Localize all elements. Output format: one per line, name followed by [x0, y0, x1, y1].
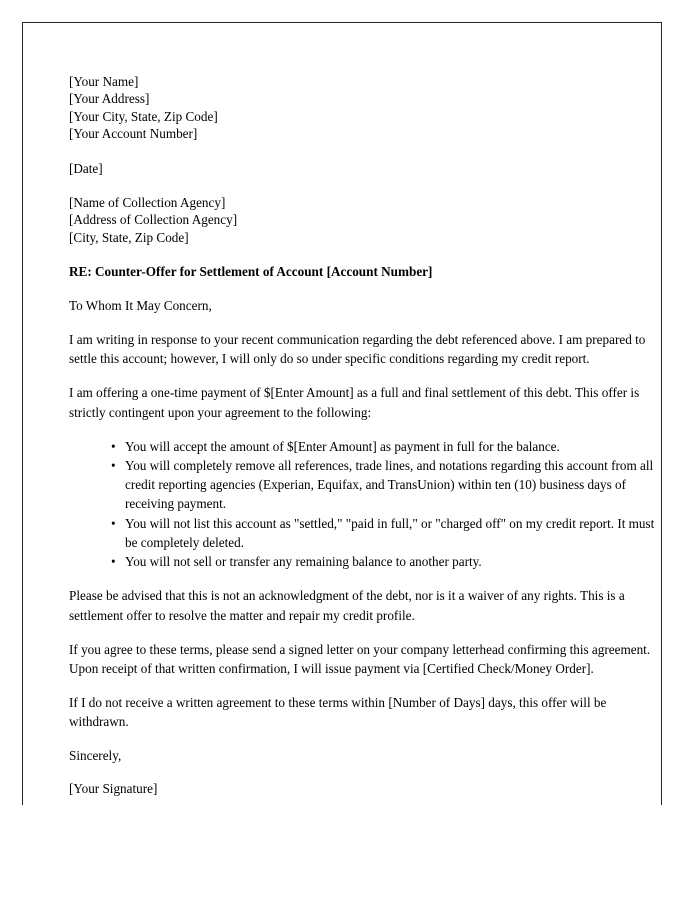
list-item: • You will completely remove all references, trade lines, and notations regarding this account from all credit reporting agencies (Experian, Equifax, and TransUnion) within ten (10) business days of receiving payment.: [111, 456, 669, 514]
recipient-agency-address: [Address of Collection Agency]: [69, 212, 238, 228]
sender-account-number: [Your Account Number]: [69, 126, 198, 142]
sender-city-state-zip: [Your City, State, Zip Code]: [69, 108, 218, 124]
paragraph-acceptance-instructions: If you agree to these terms, please send a signed letter on your company letterhead confirming this agreement. Upon receipt of that written confirmation, I will issue payment via [Certified Check/Money Order].: [69, 641, 651, 676]
sender-street: [Your Address]: [69, 91, 150, 107]
list-item: • You will accept the amount of $[Enter Amount] as payment in full for the balance.: [111, 437, 669, 456]
letter-page: [22, 22, 662, 805]
paragraph-disclaimer: Please be advised that this is not an acknowledgment of the debt, nor is it a waiver of any rights. This is a settlement offer to resolve the matter and repair my credit profile.: [69, 588, 625, 623]
list-item: • You will not sell or transfer any remaining balance to another party.: [111, 552, 669, 571]
letter-body: [69, 73, 669, 797]
paragraph-expiration: If I do not receive a written agreement to these terms within [Number of Days] days, this offer will be withdrawn.: [69, 695, 607, 730]
sender-name: [Your Name]: [69, 74, 139, 89]
recipient-city-state-zip: [City, State, Zip Code]: [69, 229, 189, 245]
date-block: [69, 160, 669, 177]
salutation: To Whom It May Concern,: [69, 297, 212, 313]
signature-line: [Your Signature]: [69, 780, 158, 796]
list-item: • You will not list this account as "settled," "paid in full," or "charged off" on my credit report. It must be completely deleted.: [111, 514, 669, 552]
sender-address-block: [69, 73, 669, 143]
paragraph-offer: I am offering a one-time payment of $[Enter Amount] as a full and final settlement of this debt. This offer is strictly contingent upon your agreement to the following:: [69, 385, 640, 420]
recipient-agency-name: [Name of Collection Agency]: [69, 195, 226, 211]
paragraph-intro: I am writing in response to your recent communication regarding the debt referenced above. I am prepared to settle this account; however, I will only do so under specific conditions regarding my credit report.: [69, 332, 646, 367]
date-line: [Date]: [69, 160, 103, 176]
recipient-address-block: [69, 194, 669, 246]
settlement-terms-list: [69, 437, 669, 571]
subject-line: RE: Counter-Offer for Settlement of Account [Account Number]: [69, 264, 433, 280]
closing-salutation: Sincerely,: [69, 747, 122, 763]
